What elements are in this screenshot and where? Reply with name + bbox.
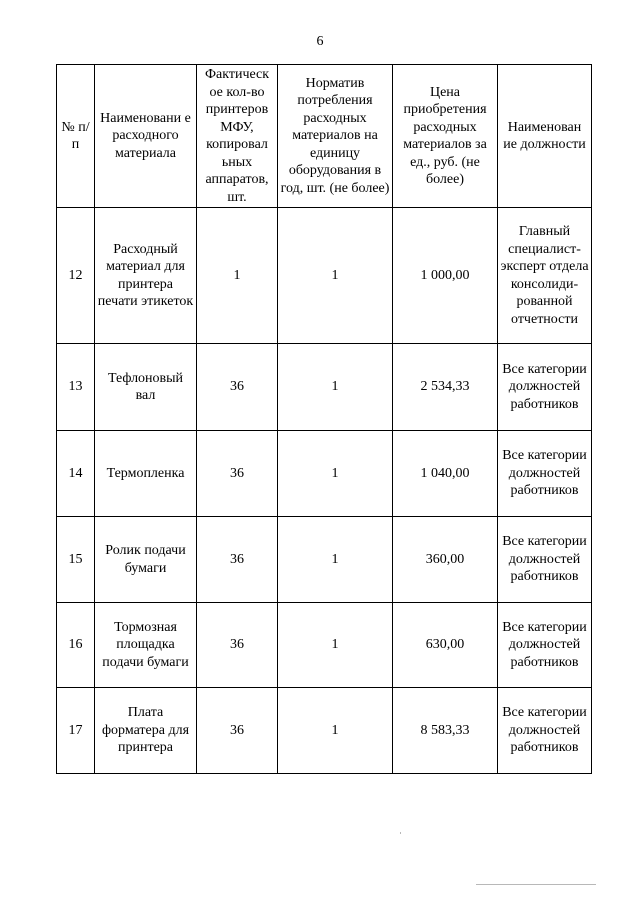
cell-number: 17 [57, 688, 95, 774]
header-number: № п/п [57, 65, 95, 208]
scan-line-mark [476, 884, 596, 885]
cell-price: 8 583,33 [393, 688, 498, 774]
cell-material: Термопленка [95, 431, 197, 517]
table-row [57, 517, 592, 603]
cell-consumption-norm: 1 [278, 431, 393, 517]
cell-material: Ролик подачи бумаги [95, 517, 197, 603]
cell-number: 16 [57, 603, 95, 688]
table-row [57, 344, 592, 431]
cell-position: Все категории должностей работников [498, 431, 592, 517]
cell-number: 14 [57, 431, 95, 517]
consumables-table [56, 64, 592, 774]
table-header-row [57, 65, 592, 208]
header-material: Наименовани е расходного материала [95, 65, 197, 208]
cell-consumption-norm: 1 [278, 603, 393, 688]
cell-position: Все категории должностей работников [498, 688, 592, 774]
cell-printer-count: 36 [197, 431, 278, 517]
cell-printer-count: 36 [197, 344, 278, 431]
cell-material: Расходный материал для принтера печати этикеток [95, 208, 197, 344]
page-number: 6 [316, 34, 324, 49]
cell-consumption-norm: 1 [278, 688, 393, 774]
header-price: Цена приобретения расходных материалов за ед., руб. (не более) [393, 65, 498, 208]
cell-position: Главный специалист-эксперт отдела консолиди-рованной отчетности [498, 208, 592, 344]
header-position: Наименован ие должности [498, 65, 592, 208]
cell-position: Все категории должностей работников [498, 517, 592, 603]
cell-printer-count: 36 [197, 603, 278, 688]
table-row [57, 431, 592, 517]
table-row [57, 688, 592, 774]
table-row [57, 208, 592, 344]
cell-number: 12 [57, 208, 95, 344]
cell-printer-count: 1 [197, 208, 278, 344]
cell-material: Плата форматера для принтера [95, 688, 197, 774]
scan-speck [400, 832, 401, 834]
cell-price: 630,00 [393, 603, 498, 688]
cell-price: 360,00 [393, 517, 498, 603]
cell-consumption-norm: 1 [278, 517, 393, 603]
cell-number: 13 [57, 344, 95, 431]
cell-price: 1 000,00 [393, 208, 498, 344]
cell-price: 1 040,00 [393, 431, 498, 517]
cell-printer-count: 36 [197, 517, 278, 603]
header-consumption-norm: Норматив потребления расходных материалов на единицу оборудования в год, шт. (не более) [278, 65, 393, 208]
cell-consumption-norm: 1 [278, 344, 393, 431]
cell-price: 2 534,33 [393, 344, 498, 431]
cell-printer-count: 36 [197, 688, 278, 774]
cell-position: Все категории должностей работников [498, 344, 592, 431]
cell-position: Все категории должностей работников [498, 603, 592, 688]
header-printer-count: Фактическ ое кол-во принтеров МФУ, копировал ьных аппаратов, шт. [197, 65, 278, 208]
table-row [57, 603, 592, 688]
cell-consumption-norm: 1 [278, 208, 393, 344]
cell-material: Тефлоновый вал [95, 344, 197, 431]
cell-number: 15 [57, 517, 95, 603]
cell-material: Тормозная площадка подачи бумаги [95, 603, 197, 688]
